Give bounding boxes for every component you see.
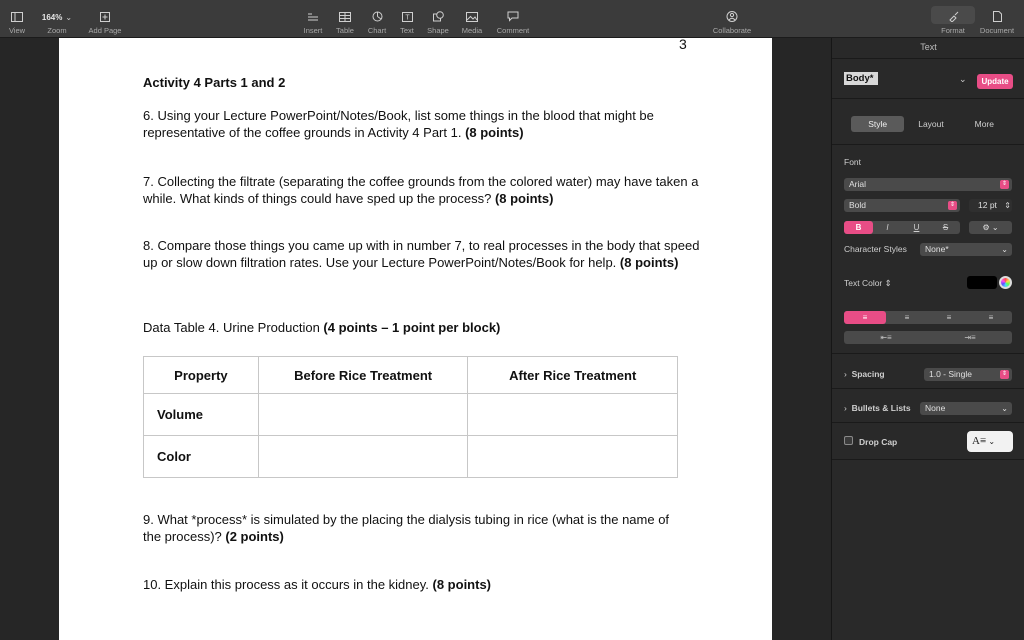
question-9-text: 9. What *process* is simulated by the placing the dialysis tubing in rice (what is the name of the process)? (143, 512, 670, 544)
align-center-icon[interactable]: ≡ (904, 313, 910, 322)
chevron-down-icon: ⌄ (986, 437, 996, 446)
document-page[interactable] (59, 38, 772, 640)
text-options-button[interactable] (969, 221, 1012, 234)
textbox-icon (402, 0, 413, 22)
question-6-points: (8 points) (465, 124, 524, 140)
table-cell-empty[interactable] (468, 394, 678, 436)
question-10[interactable] (143, 577, 703, 594)
updown-chevron-icon: ⇕ (1001, 371, 1008, 377)
font-size-value: 12 pt (978, 200, 997, 210)
question-8[interactable] (143, 238, 703, 271)
chevron-right-icon: › (844, 369, 852, 379)
add-page-button[interactable] (86, 0, 124, 38)
bullets-value: None (925, 403, 946, 413)
insert-label: Insert (303, 26, 323, 35)
svg-text:T: T (404, 14, 410, 22)
collaborate-icon (726, 0, 738, 22)
add-page-label: Add Page (88, 26, 122, 35)
table-button[interactable] (334, 0, 356, 38)
zoom-control[interactable] (38, 0, 76, 38)
activity-title[interactable]: Activity 4 Parts 1 and 2 (143, 75, 286, 90)
bold-button[interactable]: B (844, 221, 873, 234)
question-8-points: (8 points) (619, 254, 679, 270)
format-inspector (831, 38, 1024, 640)
font-family-select[interactable] (844, 178, 1012, 191)
data-table[interactable] (143, 356, 678, 478)
drop-cap-checkbox[interactable] (844, 436, 853, 445)
question-7-text: 7. Collecting the filtrate (separating the coffee grounds from the colored water) may have taken a while. What kinds of things could have sped up the process? (143, 174, 699, 206)
chevron-down-icon: ⌄ (1001, 404, 1008, 413)
view-button[interactable] (6, 0, 28, 38)
media-button[interactable] (459, 0, 485, 38)
question-7-points: (8 points) (494, 190, 554, 206)
comment-label: Comment (496, 26, 530, 35)
tab-more[interactable]: More (974, 119, 994, 129)
text-label: Text (400, 26, 414, 35)
text-button[interactable] (397, 0, 417, 38)
increase-indent-icon[interactable]: ⇥≡ (964, 333, 976, 342)
spacing-value: 1.0 - Single (929, 369, 972, 379)
media-label: Media (461, 26, 483, 35)
drop-cap-label: Drop Cap (859, 437, 898, 447)
bullets-label: Bullets & Lists (851, 403, 911, 413)
font-weight-select[interactable] (844, 199, 960, 212)
spacing-section-toggle[interactable] (844, 369, 885, 379)
question-9-points: (2 points) (225, 528, 284, 544)
bullets-section-toggle[interactable] (844, 403, 911, 413)
tab-layout[interactable]: Layout (918, 119, 944, 129)
chevron-down-icon: ⌄ (1001, 245, 1008, 254)
paintbrush-icon (948, 0, 959, 22)
insert-icon (307, 0, 319, 22)
align-left-icon[interactable]: ≡ (844, 311, 886, 324)
table-caption-text: Data Table 4. Urine Production (143, 320, 324, 335)
format-label: Format (941, 26, 965, 35)
shape-icon (433, 0, 444, 22)
collaborate-label: Collaborate (712, 26, 752, 35)
document-label: Document (979, 26, 1015, 35)
spacing-label: Spacing (851, 369, 885, 379)
comment-button[interactable] (494, 0, 532, 38)
align-justify-icon[interactable]: ≡ (988, 313, 994, 322)
inspector-title: Text (920, 42, 937, 52)
indent-buttons (844, 331, 1012, 344)
chart-icon (372, 0, 383, 22)
question-10-text: 10. Explain this process as it occurs in the kidney. (143, 577, 433, 592)
shape-button[interactable] (425, 0, 451, 38)
font-size-field[interactable] (969, 199, 1012, 212)
table-cell-empty[interactable] (468, 436, 678, 478)
format-button[interactable] (935, 0, 971, 38)
table-row (144, 394, 678, 436)
chevron-down-icon: ⌄ (65, 13, 73, 22)
gear-icon: ⚙ (982, 223, 990, 232)
drop-cap-preview-icon: A≡ (972, 435, 987, 447)
question-10-points: (8 points) (432, 577, 492, 592)
add-page-icon (100, 0, 110, 22)
document-icon (993, 0, 1002, 22)
chevron-down-icon: ⌄ (989, 223, 999, 232)
media-icon (466, 0, 478, 22)
document-button[interactable] (976, 0, 1018, 38)
underline-button[interactable]: U (913, 223, 920, 232)
table-header-row (144, 357, 678, 394)
color-wheel-icon[interactable] (999, 276, 1012, 289)
spacing-select[interactable] (924, 368, 1012, 381)
alignment-buttons (844, 311, 1012, 324)
paragraph-style-selector[interactable]: Body* (844, 72, 878, 85)
chart-label: Chart (367, 26, 387, 35)
toolbar (0, 0, 1024, 38)
table-label: Table (336, 26, 354, 35)
collaborate-button[interactable] (708, 0, 756, 38)
question-9[interactable] (143, 512, 673, 545)
page-number: 3 (679, 38, 687, 52)
update-style-button[interactable]: Update (977, 74, 1013, 89)
table-cell-color[interactable]: Color (144, 436, 259, 478)
character-styles-value: None* (925, 244, 949, 254)
table-icon (339, 0, 351, 22)
font-section-label: Font (844, 157, 862, 167)
table-caption[interactable] (143, 320, 703, 337)
text-color-label-text: Text Color (844, 278, 883, 288)
font-style-buttons (844, 221, 960, 234)
decrease-indent-icon[interactable]: ⇤≡ (880, 333, 892, 342)
comment-icon (507, 0, 519, 22)
character-styles-select[interactable] (920, 243, 1012, 256)
align-right-icon[interactable]: ≡ (946, 313, 952, 322)
question-6[interactable] (143, 108, 703, 141)
tab-style[interactable]: Style (851, 116, 904, 132)
zoom-label: Zoom (47, 26, 67, 35)
table-caption-points: (4 points – 1 point per block) (323, 320, 501, 335)
updown-chevron-icon: ⇕ (1001, 181, 1008, 187)
stepper-icon[interactable]: ⇕ (1004, 201, 1011, 210)
shape-label: Shape (427, 26, 449, 35)
question-6-text: 6. Using your Lecture PowerPoint/Notes/Book, list some things in the blood that might be representative of the coffee grounds in Activity 4 Part 1. (143, 108, 654, 140)
text-color-swatch[interactable] (967, 276, 997, 289)
font-weight-value: Bold (849, 200, 867, 210)
chart-button[interactable] (366, 0, 388, 38)
italic-button[interactable]: I (886, 223, 889, 232)
table-cell-empty[interactable] (258, 394, 468, 436)
drop-cap-style-button[interactable] (967, 431, 1013, 452)
chevron-right-icon: › (844, 403, 852, 413)
updown-chevron-icon: ⇕ (884, 278, 892, 288)
zoom-value: 164% (41, 13, 63, 22)
insert-button[interactable] (300, 0, 326, 38)
chevron-down-icon[interactable]: ⌄ (959, 74, 967, 84)
updown-chevron-icon: ⇕ (949, 202, 956, 208)
bullets-select[interactable] (920, 402, 1012, 415)
question-7[interactable] (143, 174, 703, 207)
font-family-value: Arial (849, 179, 867, 189)
inspector-tabs (851, 116, 1011, 132)
question-8-text: 8. Compare those things you came up with in number 7, to real processes in the body that speed up or slow down filtration rates. Use your Lecture PowerPoint/Notes/Book for help. (143, 238, 700, 270)
document-canvas[interactable] (0, 38, 831, 640)
table-header-property[interactable]: Property (144, 357, 259, 394)
text-color-label[interactable] (844, 278, 892, 289)
table-header-before[interactable]: Before Rice Treatment (258, 357, 468, 394)
view-label: View (8, 26, 26, 35)
strikethrough-button[interactable]: S (942, 223, 949, 232)
table-row (144, 436, 678, 478)
table-header-after[interactable]: After Rice Treatment (468, 357, 678, 394)
table-cell-empty[interactable] (258, 436, 468, 478)
character-styles-label: Character Styles (844, 244, 907, 254)
table-cell-volume[interactable]: Volume (144, 394, 259, 436)
sidebar-icon (11, 0, 23, 22)
